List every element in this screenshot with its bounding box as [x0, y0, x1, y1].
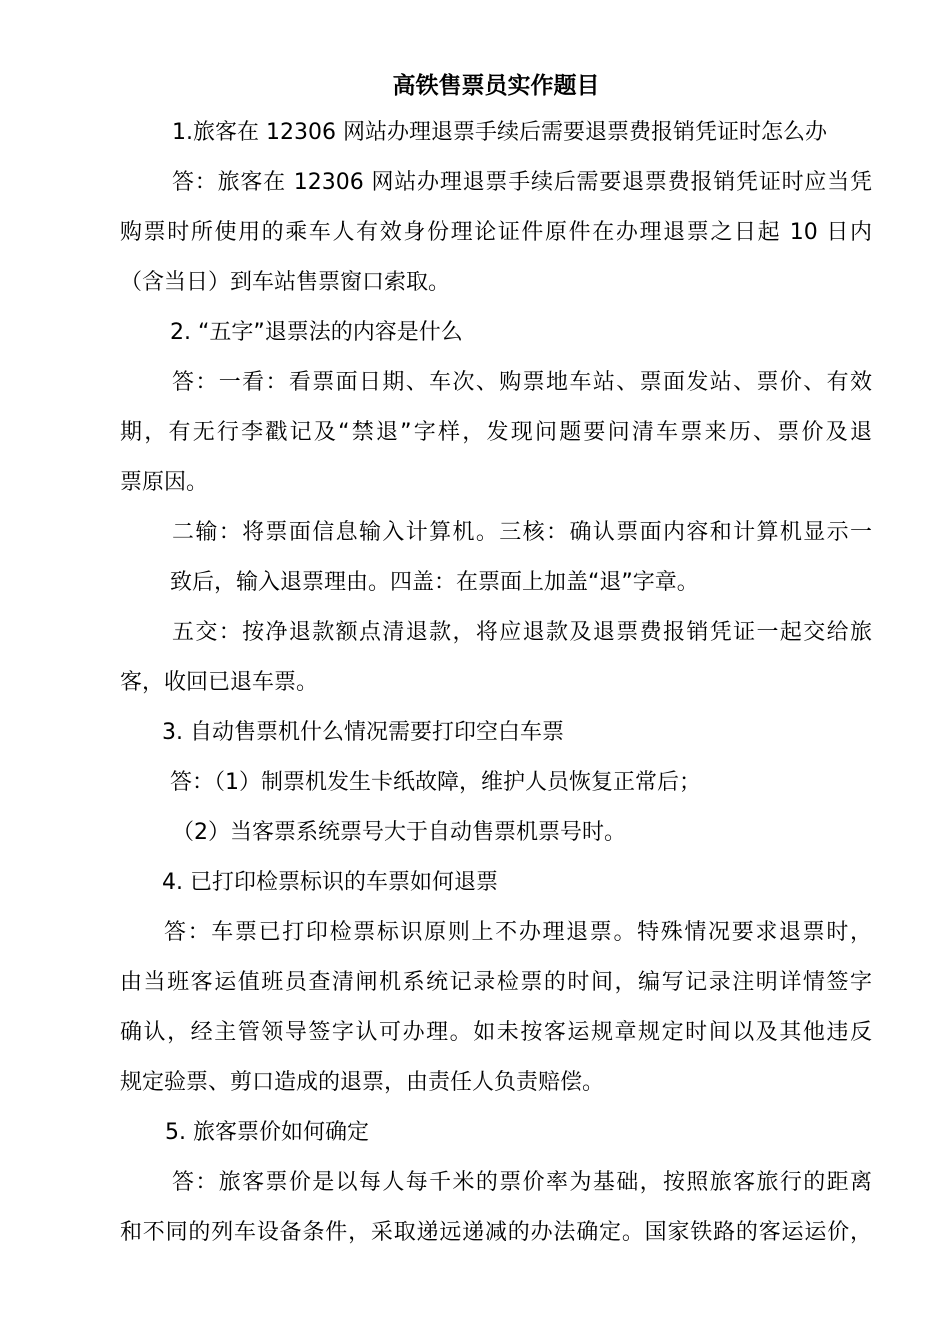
question-3: 3. 自动售票机什么情况需要打印空白车票: [162, 720, 564, 745]
answer-5-line-1: 答：旅客票价是以每人每千米的票价率为基础，按照旅客旅行的距离: [172, 1170, 872, 1195]
question-2: 2. “五字”退票法的内容是什么: [170, 320, 463, 345]
answer-3-line-2: （2）当客票系统票号大于自动售票机票号时。: [172, 820, 626, 845]
answer-1-line-1: 答：旅客在 12306 网站办理退票手续后需要退票费报销凭证时应当凭: [172, 170, 872, 195]
question-1: 1.旅客在 12306 网站办理退票手续后需要退票费报销凭证时怎么办: [172, 120, 827, 145]
answer-2-line-6: 五交：按净退款额点清退款，将应退款及退票费报销凭证一起交给旅: [172, 620, 872, 645]
answer-2-line-1: 答：一看：看票面日期、车次、购票地车站、票面发站、票价、有效: [172, 370, 872, 395]
question-4: 4. 已打印检票标识的车票如何退票: [162, 870, 498, 895]
answer-4-line-1: 答：车票已打印检票标识原则上不办理退票。特殊情况要求退票时，: [164, 920, 872, 945]
answer-3-line-1: 答：（1）制票机发生卡纸故障，维护人员恢复正常后；: [170, 770, 701, 795]
answer-2-line-3: 票原因。: [120, 470, 209, 495]
answer-2-line-2: 期，有无行李戳记及“禁退”字样，发现问题要问清车票来历、票价及退: [120, 420, 872, 445]
page-title: 高铁售票员实作题目: [392, 73, 600, 99]
answer-1-line-3: （含当日）到车站售票窗口索取。: [120, 270, 451, 295]
answer-4-line-4: 规定验票、剪口造成的退票，由责任人负责赔偿。: [120, 1070, 605, 1095]
answer-4-line-2: 由当班客运值班员查清闸机系统记录检票的时间，编写记录注明详情签字: [120, 970, 872, 995]
answer-2-line-7: 客，收回已退车票。: [120, 670, 319, 695]
answer-2-line-5: 致后，输入退票理由。四盖：在票面上加盖“退”字章。: [170, 570, 699, 595]
answer-2-line-4: 二输：将票面信息输入计算机。三核：确认票面内容和计算机显示一: [172, 520, 872, 545]
answer-4-line-3: 确认，经主管领导签字认可办理。如未按客运规章规定时间以及其他违反: [120, 1020, 872, 1045]
question-5: 5. 旅客票价如何确定: [165, 1120, 369, 1145]
answer-1-line-2: 购票时所使用的乘车人有效身份理论证件原件在办理退票之日起 10 日内: [120, 220, 872, 245]
answer-5-line-2: 和不同的列车设备条件，采取递远递减的办法确定。国家铁路的客运运价，: [120, 1220, 872, 1245]
